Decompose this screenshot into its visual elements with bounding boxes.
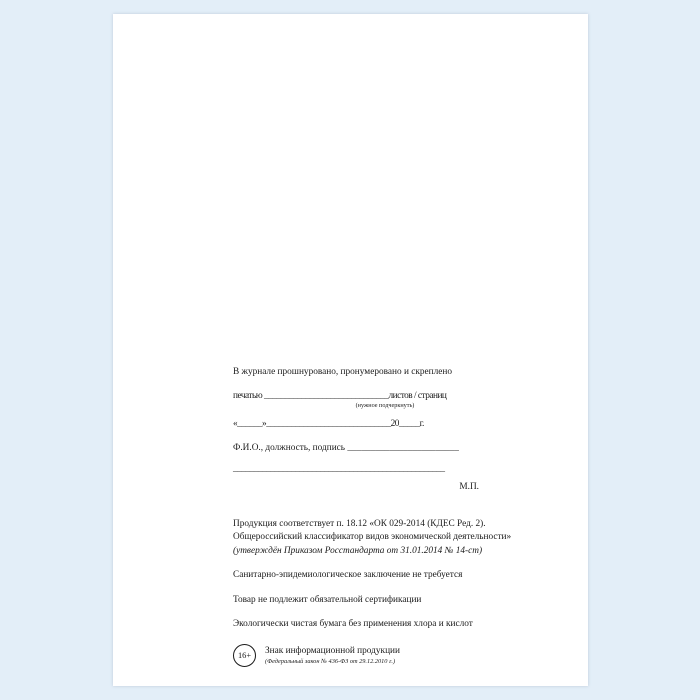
date-line: «______»______________________________20_____г.	[233, 419, 424, 430]
certification-intro: В журнале прошнуровано, пронумеровано и скреплено	[233, 367, 453, 377]
stamp-mark: М.П.	[459, 481, 479, 492]
age-mark-title: Знак информационной продукции	[265, 645, 400, 656]
age-mark-subtitle: (Федеральный закон № 436-ФЗ от 29.12.2010 г.)	[265, 657, 396, 665]
compliance-line-5: Товар не подлежит обязательной сертификации	[233, 594, 422, 605]
compliance-line-3: (утверждён Приказом Росстандарта от 31.01.2014 № 14-ст)	[233, 545, 483, 556]
compliance-line-1: Продукция соответствует п. 18.12 «ОК 029-2014 (КДЕС Ред. 2).	[233, 518, 486, 529]
age-mark-row	[233, 644, 533, 667]
seal-line: печатью ______________________________листов / страниц	[233, 390, 447, 401]
blank-rule-line: ___________________________________________________	[233, 464, 445, 475]
compliance-block	[233, 518, 533, 631]
spacer	[233, 607, 533, 618]
signature-line: Ф.И.О., должность, подпись ________________________	[233, 442, 459, 453]
spacer	[233, 379, 533, 390]
compliance-line-2: Общероссийский классификатор видов экономической деятельности»	[233, 532, 512, 543]
page-content	[233, 366, 533, 667]
certification-block	[233, 366, 533, 492]
age-rating-icon: 16+	[233, 644, 256, 667]
seal-hint: (нужное подчеркнуть)	[355, 402, 415, 410]
compliance-line-6: Экологически чистая бумага без применения хлора и кислот	[233, 619, 473, 630]
age-mark-text	[265, 646, 400, 666]
document-page	[113, 14, 588, 686]
compliance-line-4: Санитарно-эпидемиологическое заключение не требуется	[233, 570, 463, 581]
spacer	[233, 583, 533, 594]
spacer	[233, 558, 533, 569]
